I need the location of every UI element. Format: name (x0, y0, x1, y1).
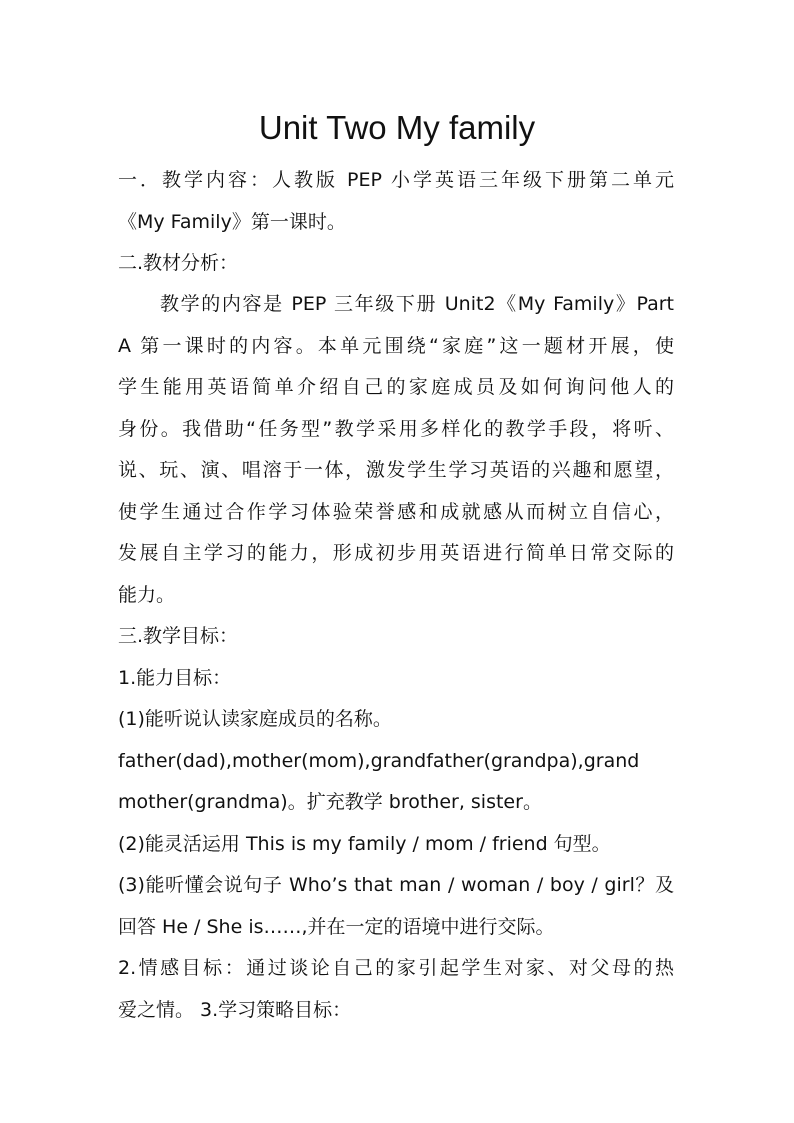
section-2-heading: 二.教材分析： (118, 252, 239, 274)
section-3-heading: 三.教学目标： (118, 625, 239, 647)
section-1-heading: 一．教学内容：人教版 PEP 小学英语三年级下册第二单元 (118, 169, 674, 191)
section-1-text: 《My Family》第一课时。 (118, 211, 346, 233)
vocabulary-line: mother(grandma)。扩充教学 brother, sister。 (118, 791, 542, 813)
paragraph-line: 学生能用英语简单介绍自己的家庭成员及如何询问他人的 (118, 376, 674, 398)
emotion-goal-line: 2.情感目标：通过谈论自己的家引起学生对家、对父母的热 (118, 957, 674, 979)
goal-item: (3)能听懂会说句子 Who’s that man / woman / boy / girl？及 (118, 874, 674, 896)
paragraph-line: 发展自主学习的能力，形成初步用英语进行简单日常交际的 (118, 542, 674, 564)
goal-item: 回答 He / She is……,并在一定的语境中进行交际。 (118, 916, 555, 938)
emotion-goal-line: 爱之情。 3.学习策略目标： (118, 999, 352, 1021)
paragraph-line: 说、玩、演、唱溶于一体，激发学生学习英语的兴趣和愿望， (118, 459, 674, 481)
paragraph-line: A 第一课时的内容。本单元围绕“家庭”这一题材开展，使 (118, 335, 674, 357)
goal-item: (1)能听说认读家庭成员的名称。 (118, 708, 392, 730)
paragraph-line: 身份。我借助“任务型”教学采用多样化的教学手段，将听、 (118, 418, 674, 440)
document-title: Unit Two My family (258, 109, 536, 146)
paragraph-line: 教学的内容是 PEP 三年级下册 Unit2《My Family》Part (160, 293, 674, 315)
paragraph-line: 能力。 (118, 584, 176, 606)
vocabulary-line: father(dad),mother(mom),grandfather(grandpa),grand (118, 750, 640, 772)
ability-goal-heading: 1.能力目标： (118, 667, 232, 689)
goal-item: (2)能灵活运用 This is my family / mom / friend 句型。 (118, 833, 611, 855)
paragraph-line: 使学生通过合作学习体验荣誉感和成就感从而树立自信心， (118, 501, 674, 523)
